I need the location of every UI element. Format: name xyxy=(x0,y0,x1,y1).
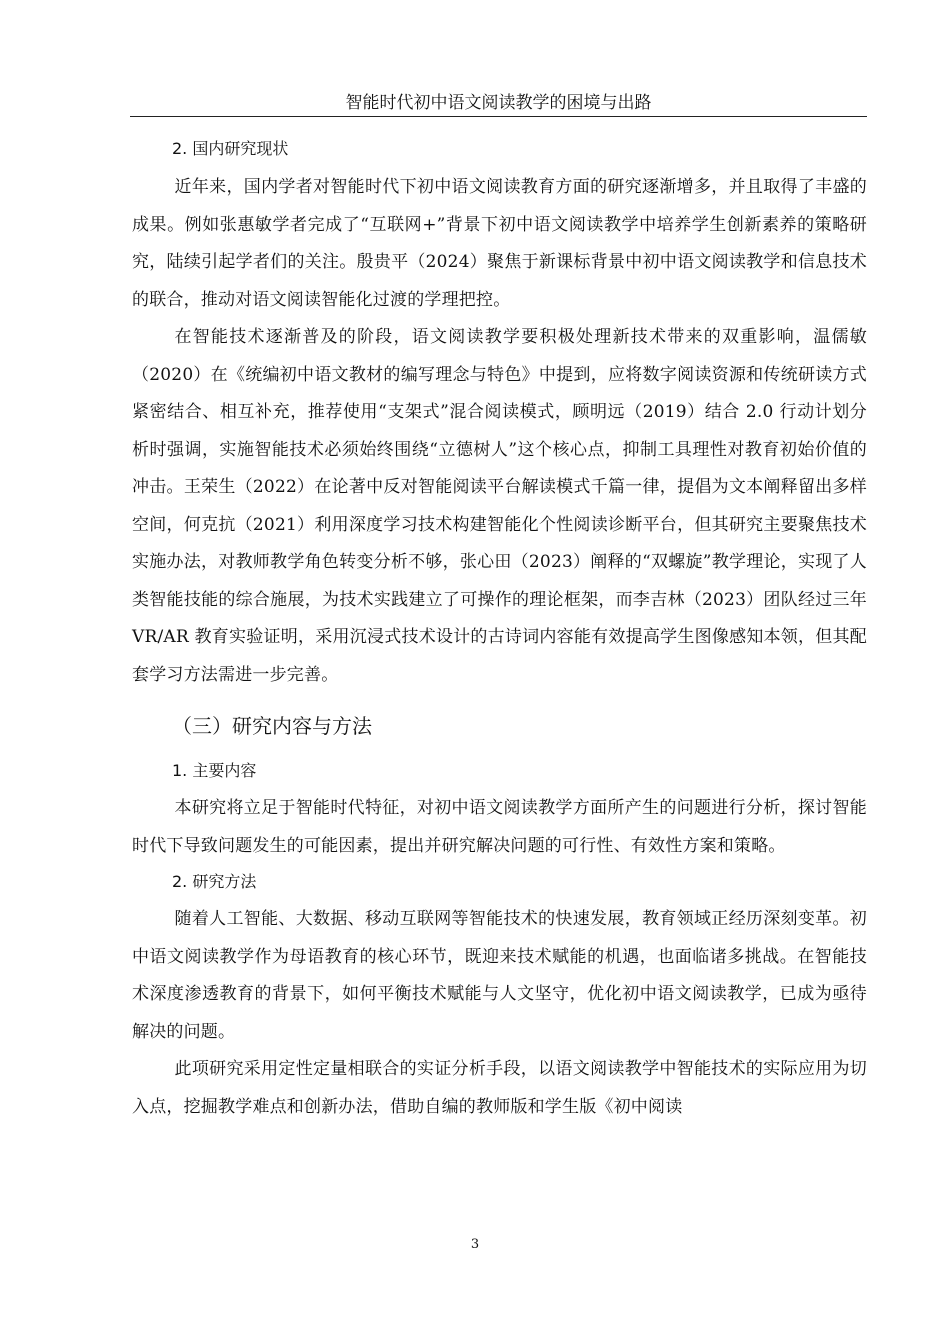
paragraph-main-content: 本研究将立足于智能时代特征，对初中语文阅读教学方面所产生的问题进行分析，探讨智能时代下导致问题发生的可能因素，提出并研究解决问题的可行性、有效性方案和策略。 xyxy=(132,798,867,856)
paragraph-domestic-2: 在智能技术逐渐普及的阶段，语文阅读教学要积极处理新技术带来的双重影响，温儒敏（2020）在《统编初中语文教材的编写理念与特色》中提到，应将数字阅读资源和传统研读方式紧密结合、相互补充，推荐使用“支架式”混合阅读模式，顾明远（2019）结合 2.0 行动计划分析时强调，实施智能技术必须始终围绕“立德树人”这个核心点，抑制工具理性对教育初始价值的冲击。王荣生（2022）在论著中反对智能阅读平台解读模式千篇一律，提倡为文本阐释留出多样空间，何克抗（2021）利用深度学习技术构建智能化个性阅读诊断平台，但其研究主要聚焦技术实施办法，对教师教学角色转变分析不够，张心田（2023）阐释的“双螺旋”教学理论，实现了人类智能技能的综合施展，为技术实践建立了可操作的理论框架，而李吉林（2023）团队经过三年 VR/AR 教育实验证明，采用沉浸式技术设计的古诗词内容能有效提高学生图像感知本领，但其配套学习方法需进一步完善。 xyxy=(132,327,867,685)
paragraph-method-2: 此项研究采用定性定量相联合的实证分析手段，以语文阅读教学中智能技术的实际应用为切入点，挖掘教学难点和创新办法，借助自编的教师版和学生版《初中阅读 xyxy=(132,1059,867,1117)
paragraph-domestic-1: 近年来，国内学者对智能时代下初中语文阅读教育方面的研究逐渐增多，并且取得了丰盛的成果。例如张惠敏学者完成了“互联网+”背景下初中语文阅读教学中培养学生创新素养的策略研究，陆续引起学者们的关注。殷贵平（2024）聚焦于新课标背景中初中语文阅读教学和信息技术的联合，推动对语文阅读智能化过渡的学理把控。 xyxy=(132,177,867,310)
heading-research-method: 2. 研究方法 xyxy=(172,872,257,891)
paragraph-method-1: 随着人工智能、大数据、移动互联网等智能技术的快速发展，教育领域正经历深刻变革。初中语文阅读教学作为母语教育的核心环节，既迎来技术赋能的机遇，也面临诸多挑战。在智能技术深度渗透教育的背景下，如何平衡技术赋能与人文坚守，优化初中语文阅读教学，已成为亟待解决的问题。 xyxy=(132,909,867,1042)
page-number: 3 xyxy=(470,1237,480,1252)
body-text xyxy=(132,138,867,1126)
heading-domestic-research: 2. 国内研究现状 xyxy=(172,139,289,158)
running-header: 智能时代初中语文阅读教学的困境与出路 xyxy=(130,90,867,117)
heading-main-content: 1. 主要内容 xyxy=(172,761,257,780)
heading-section-three: （三）研究内容与方法 xyxy=(172,714,372,738)
